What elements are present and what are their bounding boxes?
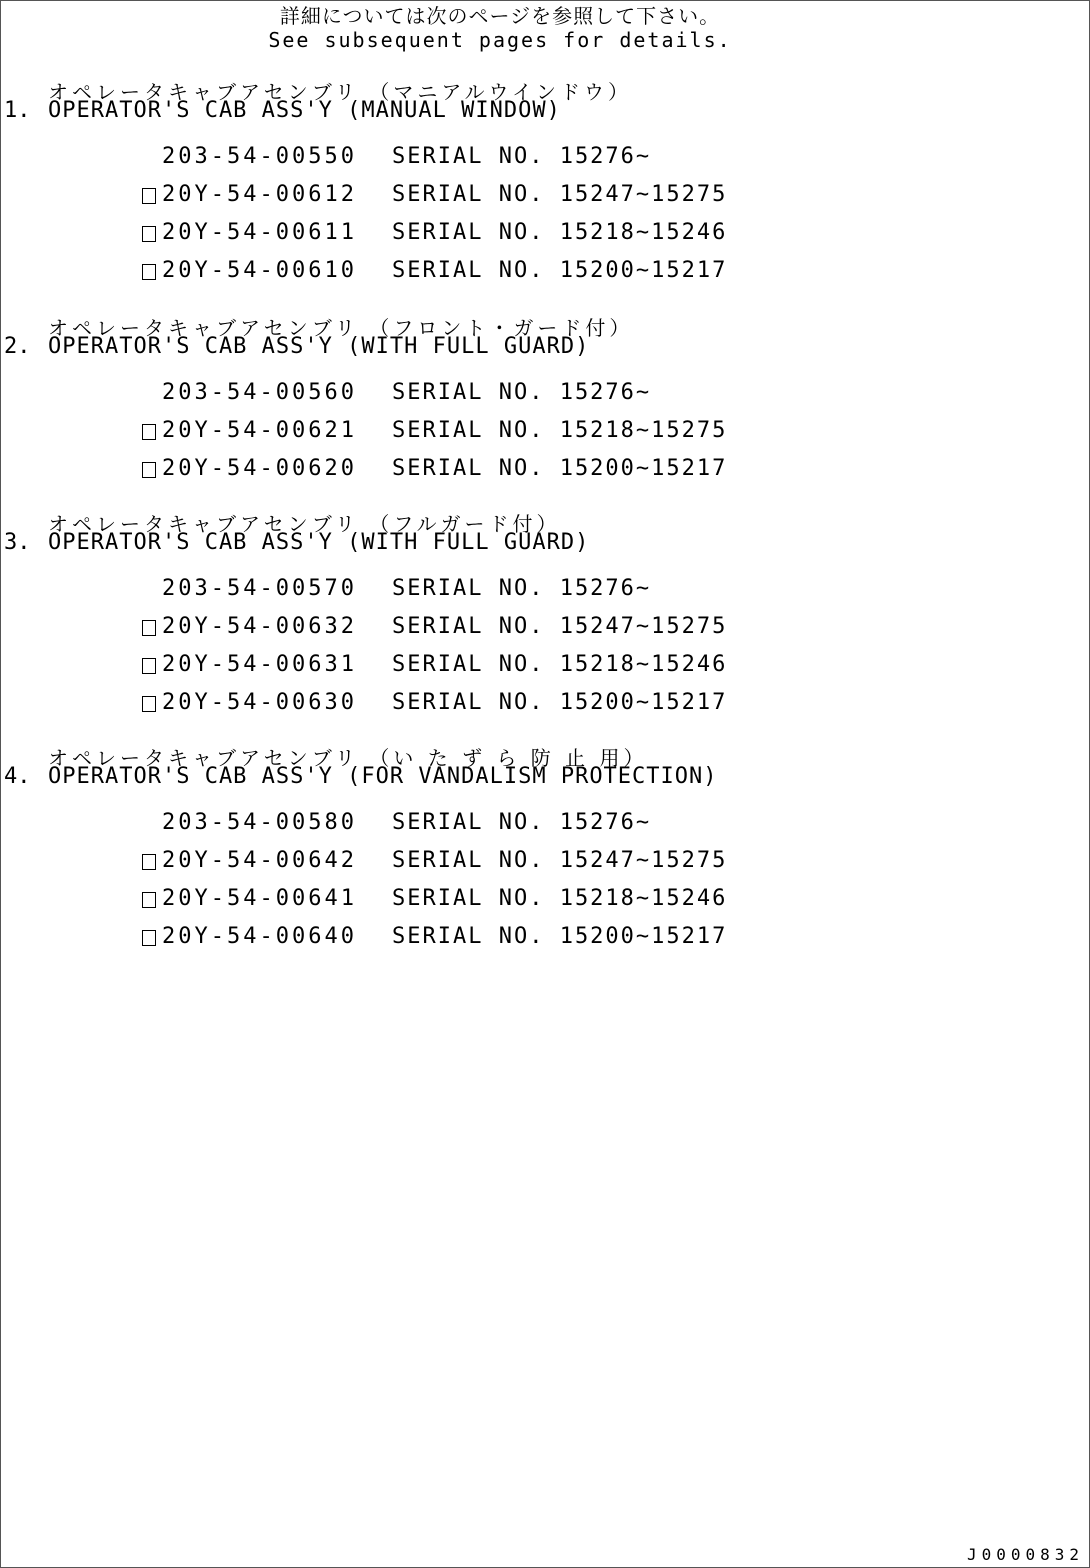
section-en-title: OPERATOR'S CAB ASS'Y (WITH FULL GUARD) bbox=[48, 530, 590, 555]
part-number: 20Y-54-00640 bbox=[162, 924, 357, 949]
superseded-box-icon bbox=[142, 188, 156, 204]
part-number: 20Y-54-00630 bbox=[162, 690, 357, 715]
part-number: 20Y-54-00642 bbox=[162, 848, 357, 873]
serial-range: SERIAL NO. 15200~15217 bbox=[392, 924, 728, 949]
superseded-box-icon bbox=[142, 226, 156, 242]
superseded-box-icon bbox=[142, 462, 156, 478]
serial-range: SERIAL NO. 15200~15217 bbox=[392, 456, 728, 481]
part-number: 203-54-00580 bbox=[162, 810, 357, 835]
serial-range: SERIAL NO. 15200~15217 bbox=[392, 258, 728, 283]
superseded-box-icon bbox=[142, 264, 156, 280]
part-number: 20Y-54-00620 bbox=[162, 456, 357, 481]
part-number: 203-54-00550 bbox=[162, 144, 357, 169]
serial-range: SERIAL NO. 15218~15246 bbox=[392, 652, 728, 677]
part-number: 20Y-54-00631 bbox=[162, 652, 357, 677]
part-number: 20Y-54-00641 bbox=[162, 886, 357, 911]
serial-range: SERIAL NO. 15218~15275 bbox=[392, 418, 728, 443]
superseded-box-icon bbox=[142, 658, 156, 674]
serial-range: SERIAL NO. 15218~15246 bbox=[392, 886, 728, 911]
serial-range: SERIAL NO. 15218~15246 bbox=[392, 220, 728, 245]
serial-range: SERIAL NO. 15200~15217 bbox=[392, 690, 728, 715]
serial-range: SERIAL NO. 15247~15275 bbox=[392, 182, 728, 207]
part-number: 20Y-54-00632 bbox=[162, 614, 357, 639]
part-number: 20Y-54-00611 bbox=[162, 220, 357, 245]
superseded-box-icon bbox=[142, 854, 156, 870]
section-jp-title: オペレータキャブアセンブリ （マニアルウインドウ） bbox=[48, 80, 632, 104]
section-en-title: OPERATOR'S CAB ASS'Y (MANUAL WINDOW) bbox=[48, 98, 561, 123]
section-number: 3. bbox=[4, 530, 31, 555]
serial-range: SERIAL NO. 15276~ bbox=[392, 810, 652, 835]
superseded-box-icon bbox=[142, 620, 156, 636]
section-en-title: OPERATOR'S CAB ASS'Y (WITH FULL GUARD) bbox=[48, 334, 590, 359]
section-number: 4. bbox=[4, 764, 31, 789]
part-number: 20Y-54-00621 bbox=[162, 418, 357, 443]
serial-range: SERIAL NO. 15276~ bbox=[392, 380, 652, 405]
serial-range: SERIAL NO. 15276~ bbox=[392, 576, 652, 601]
part-number: 203-54-00560 bbox=[162, 380, 357, 405]
part-number: 20Y-54-00612 bbox=[162, 182, 357, 207]
serial-range: SERIAL NO. 15276~ bbox=[392, 144, 652, 169]
superseded-box-icon bbox=[142, 424, 156, 440]
superseded-box-icon bbox=[142, 930, 156, 946]
part-number: 203-54-00570 bbox=[162, 576, 357, 601]
superseded-box-icon bbox=[142, 696, 156, 712]
section-number: 1. bbox=[4, 98, 31, 123]
part-number: 20Y-54-00610 bbox=[162, 258, 357, 283]
page-header bbox=[0, 4, 1000, 52]
superseded-box-icon bbox=[142, 892, 156, 908]
document-code: J0000832 bbox=[966, 1545, 1084, 1564]
section-jp-title: オペレータキャブアセンブリ （フロント・ガード付） bbox=[48, 316, 634, 340]
serial-range: SERIAL NO. 15247~15275 bbox=[392, 614, 728, 639]
section-jp-title: オペレータキャブアセンブリ （フルガード付） bbox=[48, 512, 561, 536]
header-english: See subsequent pages for details. bbox=[268, 28, 732, 52]
header-japanese: 詳細については次のページを参照して下さい。 bbox=[279, 4, 721, 28]
section-jp-title: オペレータキャブアセンブリ （い た ず ら 防 止 用） bbox=[48, 746, 648, 770]
section-number: 2. bbox=[4, 334, 31, 359]
serial-range: SERIAL NO. 15247~15275 bbox=[392, 848, 728, 873]
section-en-title: OPERATOR'S CAB ASS'Y (FOR VANDALISM PROTECTION) bbox=[48, 764, 718, 789]
